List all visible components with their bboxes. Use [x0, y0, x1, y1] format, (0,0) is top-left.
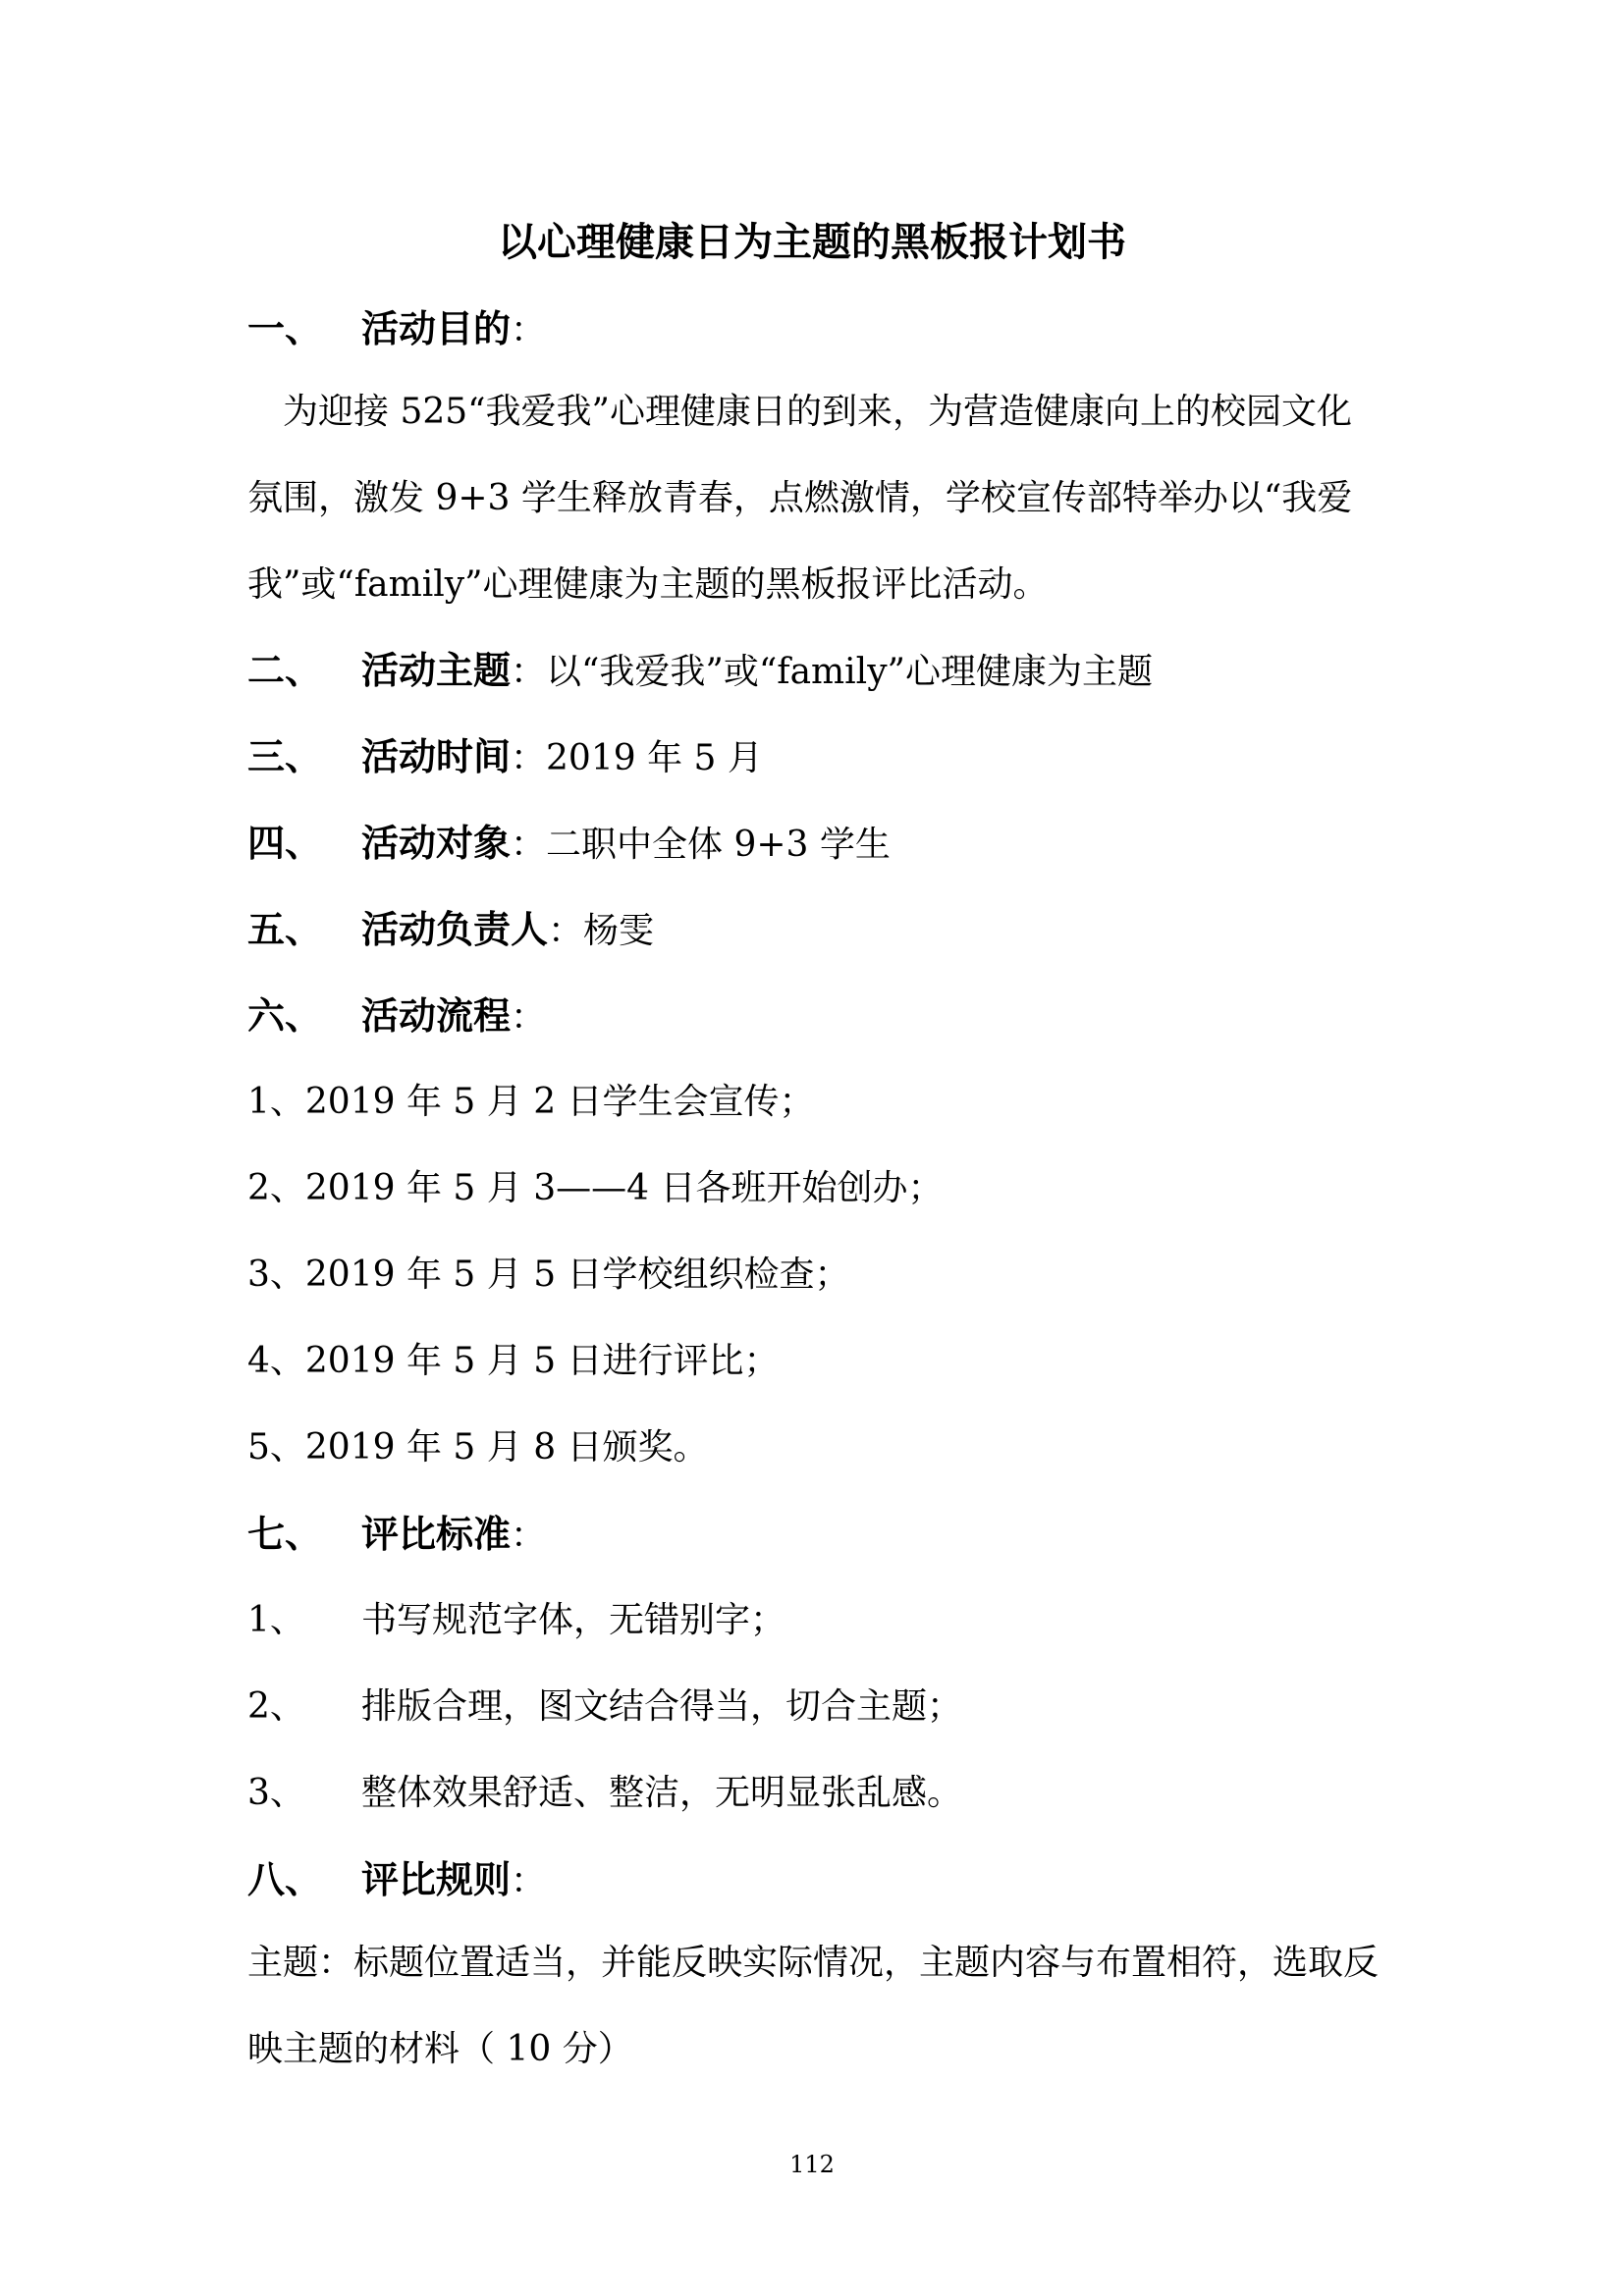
section-value-2: 以“我爱我”或“family”心理健康为主题 — [546, 652, 1153, 692]
page-number: 112 — [789, 2151, 835, 2178]
criteria-text-2: 排版合理，图文结合得当，切合主题； — [361, 1686, 963, 1727]
section-number-4: 四、 — [247, 822, 323, 865]
section-number-2: 二、 — [247, 649, 323, 692]
section-label-4: 活动对象 — [361, 822, 512, 865]
section-heading-6 — [361, 993, 546, 1041]
section-value-5: 杨雯 — [583, 911, 655, 951]
section-colon-5: ： — [548, 911, 584, 951]
section-label-6: 活动流程 — [361, 994, 512, 1038]
section-number-5: 五、 — [247, 908, 323, 951]
section-heading-1 — [361, 306, 546, 353]
section-colon-4: ： — [511, 825, 547, 865]
process-item-5: 5、2019 年 5 月 8 日颁奖。 — [247, 1427, 709, 1468]
section-heading-4 — [361, 821, 891, 868]
section-label-8: 评比规则 — [361, 1858, 512, 1901]
section-colon-8: ： — [511, 1861, 547, 1901]
section-number-7: 七、 — [247, 1513, 323, 1556]
criteria-text-1: 书写规范字体，无错别字； — [361, 1600, 786, 1640]
section-heading-3 — [361, 734, 763, 781]
criteria-number-2: 2、 — [247, 1686, 305, 1727]
section-label-5: 活动负责人 — [361, 908, 549, 951]
document-title: 以心理健康日为主题的黑板报计划书 — [498, 220, 1126, 265]
section-value-4: 二职中全体 9+3 学生 — [546, 825, 891, 865]
section-colon-2: ： — [511, 652, 547, 692]
section-label-1: 活动目的 — [361, 307, 512, 350]
section-value-3: 2019 年 5 月 — [546, 738, 763, 778]
section-label-7: 评比标准 — [361, 1513, 512, 1556]
section-heading-7 — [361, 1512, 546, 1559]
process-item-3: 3、2019 年 5 月 5 日学校组织检查； — [247, 1255, 850, 1295]
section-label-2: 活动主题 — [361, 649, 512, 692]
criteria-text-3: 整体效果舒适、整洁，无明显张乱感。 — [361, 1773, 963, 1813]
criteria-number-1: 1、 — [247, 1600, 305, 1640]
section-number-1: 一、 — [247, 307, 323, 350]
criteria-number-3: 3、 — [247, 1773, 305, 1813]
process-item-1: 1、2019 年 5 月 2 日学生会宣传； — [247, 1082, 815, 1122]
section-colon-7: ： — [511, 1516, 547, 1556]
section-heading-5 — [361, 907, 654, 954]
section-colon-6: ： — [511, 997, 547, 1038]
section-heading-8 — [361, 1857, 546, 1904]
purpose-paragraph: 为迎接 525“我爱我”心理健康日的到来，为营造健康向上的校园文化氛围，激发 9+3 学生释放青春，点燃激情，学校宣传部特举办以“我爱我”或“family”心理健康为主题的黑板报评比活动。 — [247, 392, 1353, 605]
rules-paragraph: 主题：标题位置适当，并能反映实际情况，主题内容与布置相符，选取反映主题的材料（ 10 分） — [247, 1943, 1380, 2069]
process-item-4: 4、2019 年 5 月 5 日进行评比； — [247, 1341, 780, 1381]
section-colon-3: ： — [511, 738, 547, 778]
section-label-3: 活动时间 — [361, 735, 512, 778]
section-heading-2 — [361, 648, 1153, 695]
section-number-8: 八、 — [247, 1858, 323, 1901]
section-number-6: 六、 — [247, 994, 323, 1038]
section-number-3: 三、 — [247, 735, 323, 778]
process-item-2: 2、2019 年 5 月 3——4 日各班开始创办； — [247, 1168, 944, 1208]
section-colon-1: ： — [511, 310, 547, 350]
